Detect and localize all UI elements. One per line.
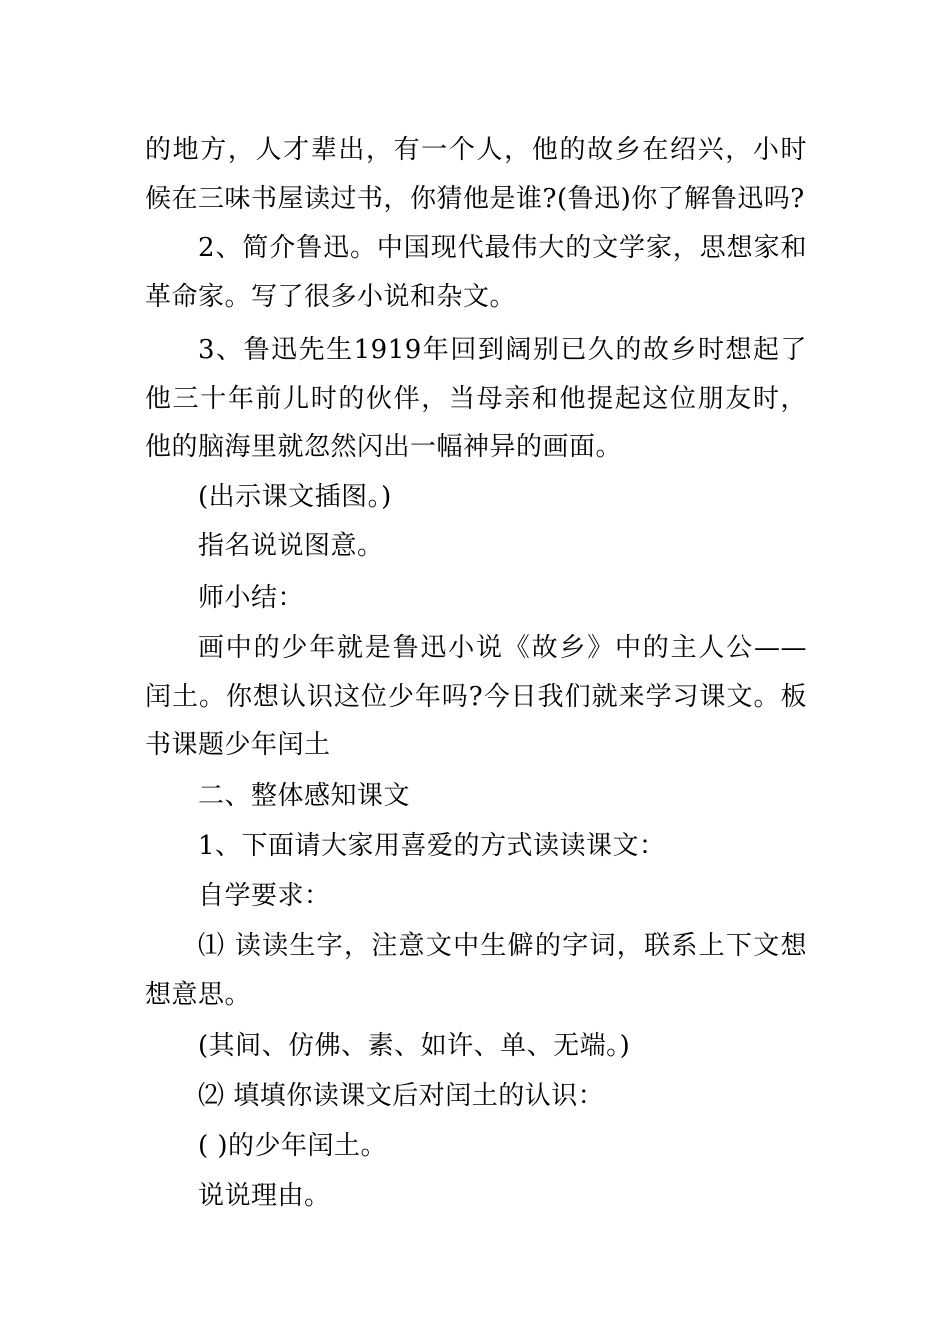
paragraph-lu-xun-1919: 3、鲁迅先生1919年回到阔别已久的故乡时想起了他三十年前儿时的伙伴，当母亲和他提起这位朋友时，他的脑海里就忽然闪出一幅神异的画面。 <box>145 335 807 462</box>
list-item-1: ⑴ 读读生字，注意文中生僻的字词，联系上下文想想意思。 <box>145 931 807 1010</box>
paragraph-show-illustration: (出示课文插图。) <box>198 482 392 512</box>
paragraph-lu-xun-intro: 2、简介鲁迅。中国现代最伟大的文学家，思想家和革命家。写了很多小说和杂文。 <box>145 233 807 312</box>
paragraph-self-study: 自学要求： <box>198 881 331 911</box>
paragraph-runtu-intro: 画中的少年就是鲁迅小说《故乡》中的主人公——闰土。你想认识这位少年吗?今日我们就来学习课文。板书课题少年闰土 <box>145 633 807 760</box>
paragraph-fill-blank: ( )的少年闰土。 <box>198 1131 388 1161</box>
paragraph-read-text: 1、下面请大家用喜爱的方式读读课文： <box>198 831 666 861</box>
section-heading-overall: 二、整体感知课文 <box>198 781 411 811</box>
paragraph-reasons: 说说理由。 <box>198 1181 331 1211</box>
paragraph-teacher-summary: 师小结： <box>198 583 305 613</box>
paragraph-continued: 的地方，人才辈出，有一个人，他的故乡在绍兴，小时候在三味书屋读过书，你猜他是谁?(鲁迅)你了解鲁迅吗? <box>145 135 807 214</box>
paragraph-describe-picture: 指名说说图意。 <box>198 531 384 561</box>
list-item-2: ⑵ 填填你读课文后对闰土的认识： <box>198 1081 605 1111</box>
paragraph-vocabulary: (其间、仿佛、素、如许、单、无端。) <box>198 1031 631 1061</box>
